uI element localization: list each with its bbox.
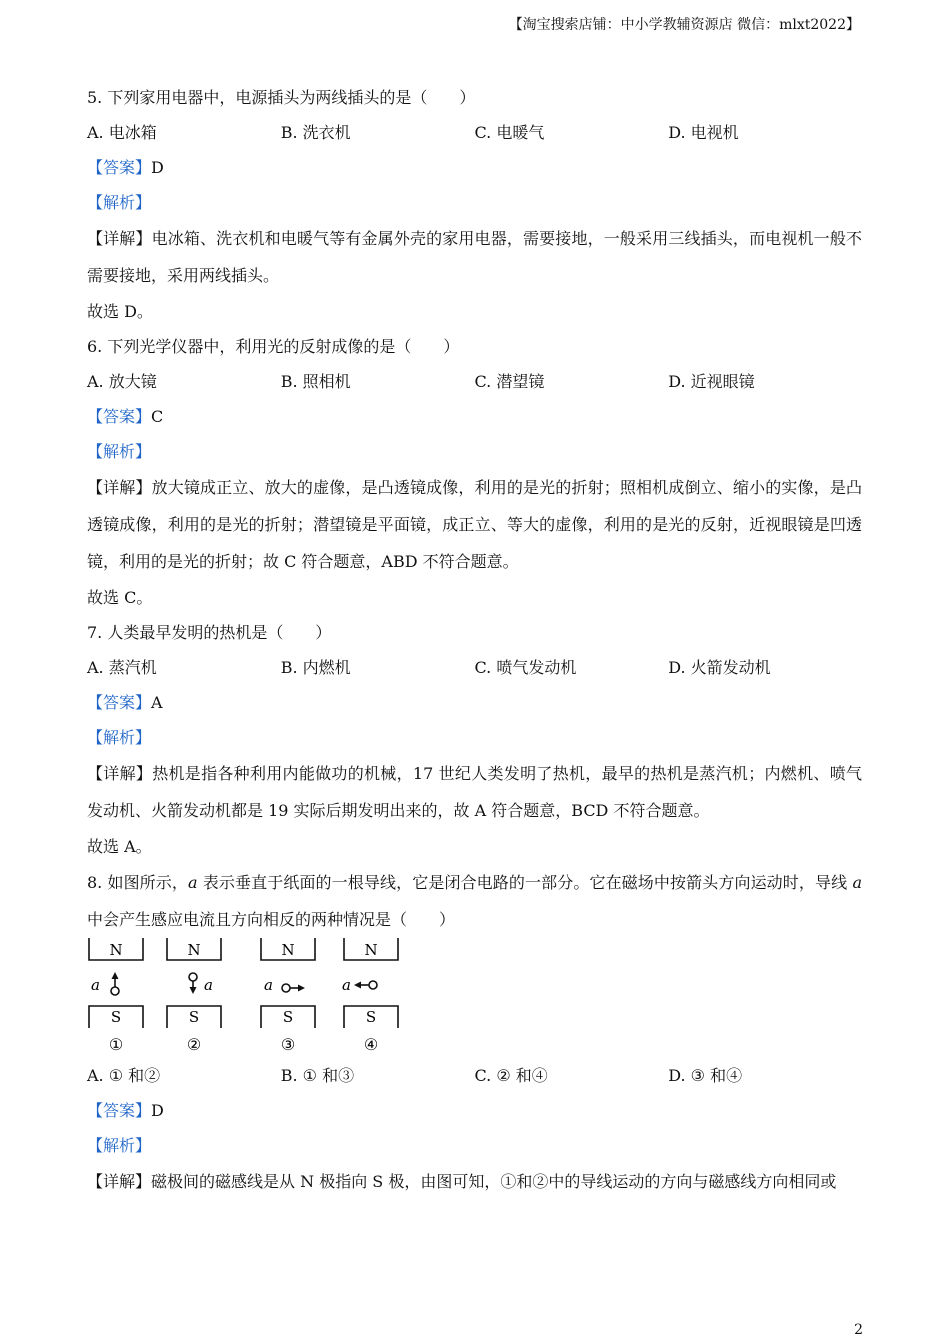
detail-tag: 【详解】 xyxy=(87,1172,152,1191)
q7-detail xyxy=(87,755,862,829)
option-d: D. ③ 和④ xyxy=(668,1066,743,1085)
option-a: A. 蒸汽机 xyxy=(87,658,157,677)
option-d: D. 火箭发动机 xyxy=(668,658,771,677)
answer-tag: 【答案】 xyxy=(87,158,152,177)
wire-icon xyxy=(369,981,377,989)
panel-label: ② xyxy=(186,1035,202,1054)
analysis-tag: 【解析】 xyxy=(87,1136,152,1155)
wire-variable: a xyxy=(188,873,198,892)
wire-variable: a xyxy=(852,873,862,892)
q7-conclusion: 故选 A。 xyxy=(87,837,152,856)
magnet-panel xyxy=(261,938,315,1054)
panel-label: ④ xyxy=(363,1035,379,1054)
arrowhead-icon xyxy=(354,982,361,989)
analysis-tag: 【解析】 xyxy=(87,728,152,747)
panel-label: ③ xyxy=(280,1035,296,1054)
answer-tag: 【答案】 xyxy=(87,407,152,426)
option-c: C. 喷气发动机 xyxy=(474,658,577,677)
wire-label: a xyxy=(204,976,213,994)
magnet-panel xyxy=(167,938,221,1054)
detail-tag: 【详解】 xyxy=(87,229,152,248)
magnet-panel xyxy=(89,938,143,1054)
detail-tag: 【详解】 xyxy=(87,764,153,783)
option-c: C. 电暖气 xyxy=(474,123,545,142)
answer-tag: 【答案】 xyxy=(87,693,152,712)
option-d: D. 电视机 xyxy=(668,123,739,142)
panel-label: ① xyxy=(108,1035,124,1054)
q5-answer xyxy=(87,150,862,185)
q8-answer xyxy=(87,1093,862,1128)
detail-tag: 【详解】 xyxy=(87,478,152,497)
q6-analysis xyxy=(87,434,862,469)
wire-label: a xyxy=(342,976,351,994)
q5-detail xyxy=(87,220,862,294)
q5-stem: 5. 下列家用电器中，电源插头为两线插头的是（ ） xyxy=(87,88,476,107)
q5-options xyxy=(87,115,862,150)
q7-analysis xyxy=(87,720,862,755)
answer-tag: 【答案】 xyxy=(87,1101,152,1120)
analysis-tag: 【解析】 xyxy=(87,193,152,212)
wire-icon xyxy=(282,984,290,992)
q8-stem xyxy=(87,864,862,938)
option-b: B. 照相机 xyxy=(280,372,351,391)
option-a: A. 放大镜 xyxy=(87,372,157,391)
q8-options xyxy=(87,1058,862,1093)
q7-stem: 7. 人类最早发明的热机是（ ） xyxy=(87,623,332,642)
q6-detail xyxy=(87,469,862,580)
detail-text: 电冰箱、洗衣机和电暖气等有金属外壳的家用电器，需要接地，一般采用三线插头，而电视机一般不需要接地，采用两线插头。 xyxy=(87,229,862,285)
answer-value: A xyxy=(151,693,163,712)
wire-icon xyxy=(111,987,119,995)
q8-detail xyxy=(87,1163,862,1200)
stem-text: 8. 如图所示， xyxy=(87,873,189,892)
arrowhead-icon xyxy=(190,987,197,994)
option-a: A. ① 和② xyxy=(87,1066,161,1085)
q8-analysis xyxy=(87,1128,862,1163)
answer-value: C xyxy=(151,407,164,426)
north-label: N xyxy=(187,941,201,959)
option-c: C. 潜望镜 xyxy=(474,372,545,391)
stem-text: 表示垂直于纸面的一根导线，它是闭合电路的一部分。它在磁场中按箭头方向运动时，导线 xyxy=(197,873,853,892)
page-number: 2 xyxy=(854,1322,863,1338)
q6-options xyxy=(87,364,862,399)
wire-label: a xyxy=(91,976,100,994)
q6-answer xyxy=(87,399,862,434)
south-label: S xyxy=(110,1008,122,1026)
south-label: S xyxy=(365,1008,377,1026)
north-label: N xyxy=(109,941,123,959)
detail-text: 热机是指各种利用内能做功的机械，17 世纪人类发明了热机，最早的热机是蒸汽机；内燃机、喷气发动机、火箭发动机都是 19 实际后期发明出来的，故 A 符合题意，BCD 不符合题意。 xyxy=(87,764,862,820)
q5-conclusion: 故选 D。 xyxy=(87,302,153,321)
arrowhead-icon xyxy=(298,985,305,992)
q5-analysis xyxy=(87,185,862,220)
answer-value: D xyxy=(151,158,164,177)
q7-options xyxy=(87,650,862,685)
stem-text: 中会产生感应电流且方向相反的两种情况是（ ） xyxy=(87,910,456,929)
analysis-tag: 【解析】 xyxy=(87,442,152,461)
detail-text: 磁极间的磁感线是从 N 极指向 S 极，由图可知，①和②中的导线运动的方向与磁感线方向相同或 xyxy=(151,1172,837,1191)
arrowhead-icon xyxy=(112,972,119,979)
north-label: N xyxy=(364,941,378,959)
magnet-panel xyxy=(342,938,398,1054)
detail-text: 放大镜成正立、放大的虚像，是凸透镜成像，利用的是光的折射；照相机成倒立、缩小的实像，是凸透镜成像，利用的是光的折射；潜望镜是平面镜，成正立、等大的虚像，利用的是光的反射，近视眼镜是凹透镜，利用的是光的折射；故 C 符合题意，ABD 不符合题意。 xyxy=(87,478,862,571)
q6-stem: 6. 下列光学仪器中，利用光的反射成像的是（ ） xyxy=(87,337,460,356)
option-b: B. 洗衣机 xyxy=(280,123,351,142)
q6-conclusion: 故选 C。 xyxy=(87,588,153,607)
magnet-figure xyxy=(87,938,862,1058)
page-header: 【淘宝搜索店铺：中小学教辅资源店 微信：mlxt2022】 xyxy=(508,17,860,33)
option-d: D. 近视眼镜 xyxy=(668,372,755,391)
south-label: S xyxy=(282,1008,294,1026)
wire-label: a xyxy=(264,976,273,994)
wire-icon xyxy=(189,973,197,981)
answer-value: D xyxy=(151,1101,164,1120)
q7-answer xyxy=(87,685,862,720)
north-label: N xyxy=(281,941,295,959)
document-body xyxy=(87,80,862,1200)
option-a: A. 电冰箱 xyxy=(87,123,157,142)
south-label: S xyxy=(188,1008,200,1026)
option-b: B. ① 和③ xyxy=(280,1066,355,1085)
option-c: C. ② 和④ xyxy=(474,1066,548,1085)
option-b: B. 内燃机 xyxy=(280,658,351,677)
magnet-diagram xyxy=(87,938,427,1058)
